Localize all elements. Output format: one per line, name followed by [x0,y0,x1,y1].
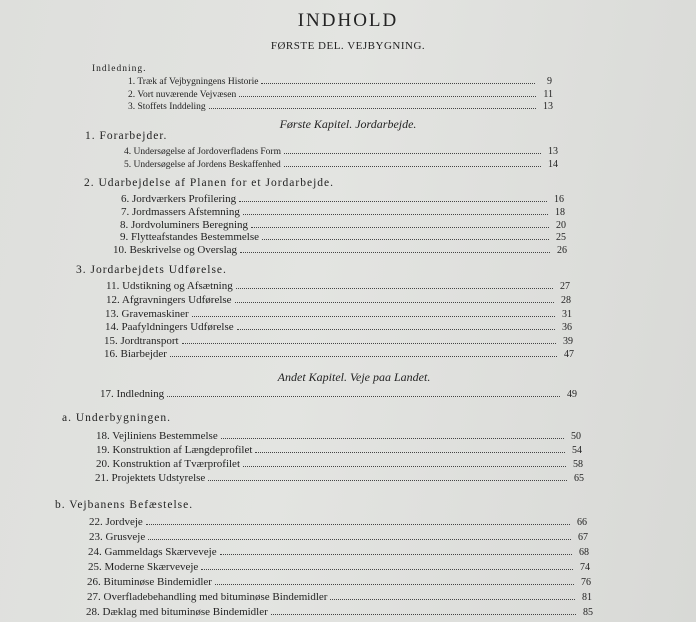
toc-entry[interactable] [89,515,587,528]
entry-page: 54 [572,445,582,456]
toc-entry[interactable] [105,320,572,333]
section-befaestelse: b. Vejbanens Befæstelse. [55,499,194,511]
entry-label: 16. Biarbejder [104,348,167,360]
entry-label: 21. Projektets Udstyrelse [95,472,206,484]
toc-entry[interactable] [89,530,588,543]
entry-label: 7. Jordmassers Afstemning [121,206,240,218]
entry-page: 20 [556,220,566,231]
entry-label: 1. Træk af Vejbygningens Historie [128,77,259,87]
toc-entry[interactable] [104,334,573,347]
toc-entry[interactable] [128,74,552,87]
toc-entry[interactable] [121,192,564,205]
entry-page: 9 [547,76,552,87]
entry-label: 20. Konstruktion af Tværprofilet [96,458,240,470]
toc-entry[interactable] [106,293,571,306]
entry-page: 65 [574,473,584,484]
section-forarbejder: 1. Forarbejder. [85,130,168,142]
entry-label: 19. Konstruktion af Længdeprofilet [96,444,253,456]
toc-entry[interactable] [128,99,553,112]
chapter-heading-2: Andet Kapitel. Veje paa Landet. [277,370,431,384]
entry-label: 23. Grusveje [89,531,146,543]
entry-page: 28 [561,295,571,306]
entry-page: 11 [543,89,553,100]
toc-entry[interactable] [113,243,567,256]
entry-page: 36 [562,322,572,333]
toc-entry[interactable] [96,457,583,470]
entry-page: 76 [581,577,591,588]
toc-entry[interactable] [106,279,570,292]
entry-label: 2. Vort nuværende Vejvæsen [128,90,237,100]
entry-page: 39 [563,336,573,347]
entry-label: 13. Gravemaskiner [105,308,189,320]
entry-label: 11. Udstikning og Afsætning [106,280,233,292]
entry-label: 10. Beskrivelse og Overslag [113,244,238,256]
toc-entry[interactable] [124,157,558,170]
entry-label: 5. Undersøgelse af Jordens Beskaffenhed [124,160,281,170]
entry-page: 50 [571,431,581,442]
entry-label: 26. Bituminøse Bindemidler [87,576,212,588]
toc-entry[interactable] [87,575,591,588]
entry-page: 81 [582,592,592,603]
entry-page: 31 [562,309,572,320]
toc-entry[interactable] [87,590,592,603]
entry-page: 58 [573,459,583,470]
toc-entry[interactable] [121,205,565,218]
entry-page: 74 [580,562,590,573]
entry-label: 15. Jordtransport [104,335,179,347]
toc-entry[interactable] [105,307,572,320]
entry-page: 85 [583,607,593,618]
entry-label: 27. Overfladebehandling med bituminøse Bindemidler [87,591,328,603]
entry-page: 13 [548,146,558,157]
toc-entry[interactable] [86,605,593,618]
entry-label: 17. Indledning [100,388,165,400]
part-title: FØRSTE DEL. VEJBYGNING. [270,40,426,52]
section-udfoerelse: 3. Jordarbejdets Udførelse. [76,264,227,276]
entry-label: 22. Jordveje [89,516,143,528]
entry-page: 26 [557,245,567,256]
entry-page: 66 [577,517,587,528]
section-udarbejdelse: 2. Udarbejdelse af Planen for et Jordarbejde. [84,177,335,189]
toc-entry[interactable] [88,560,590,573]
entry-page: 47 [564,349,574,360]
toc-entry[interactable] [95,471,584,484]
toc-entry[interactable] [124,144,558,157]
entry-label: 18. Vejliniens Bestemmelse [96,430,218,442]
section-underbygningen: a. Underbygningen. [62,412,172,424]
section-indledning: Indledning. [92,64,147,74]
toc-entry[interactable] [120,230,566,243]
toc-entry[interactable] [88,545,589,558]
entry-label: 28. Dæklag med bituminøse Bindemidler [86,606,268,618]
entry-label: 12. Afgravningers Udførelse [106,294,232,306]
entry-label: 9. Flytteafstandes Bestemmelse [120,231,259,243]
entry-page: 67 [578,532,588,543]
toc-entry[interactable] [104,347,574,360]
entry-page: 16 [554,194,564,205]
toc-entry[interactable] [100,387,577,400]
entry-label: 4. Undersøgelse af Jordoverfladens Form [124,147,281,157]
entry-label: 3. Stoffets Inddeling [128,102,206,112]
page-title: INDHOLD [297,10,399,31]
entry-page: 68 [579,547,589,558]
entry-label: 24. Gammeldags Skærveveje [88,546,217,558]
toc-entry[interactable] [96,443,582,456]
entry-label: 14. Paafyldningers Udførelse [105,321,234,333]
entry-page: 18 [555,207,565,218]
entry-page: 25 [556,232,566,243]
chapter-heading-1: Første Kapitel. Jordarbejde. [279,117,417,131]
toc-entry[interactable] [96,429,581,442]
entry-page: 49 [567,389,577,400]
entry-label: 25. Moderne Skærveveje [88,561,199,573]
entry-label: 8. Jordvoluminers Beregning [120,219,249,231]
entry-page: 13 [543,101,553,112]
entry-label: 6. Jordværkers Profilering [121,193,237,205]
entry-page: 14 [548,159,558,170]
entry-page: 27 [560,281,570,292]
